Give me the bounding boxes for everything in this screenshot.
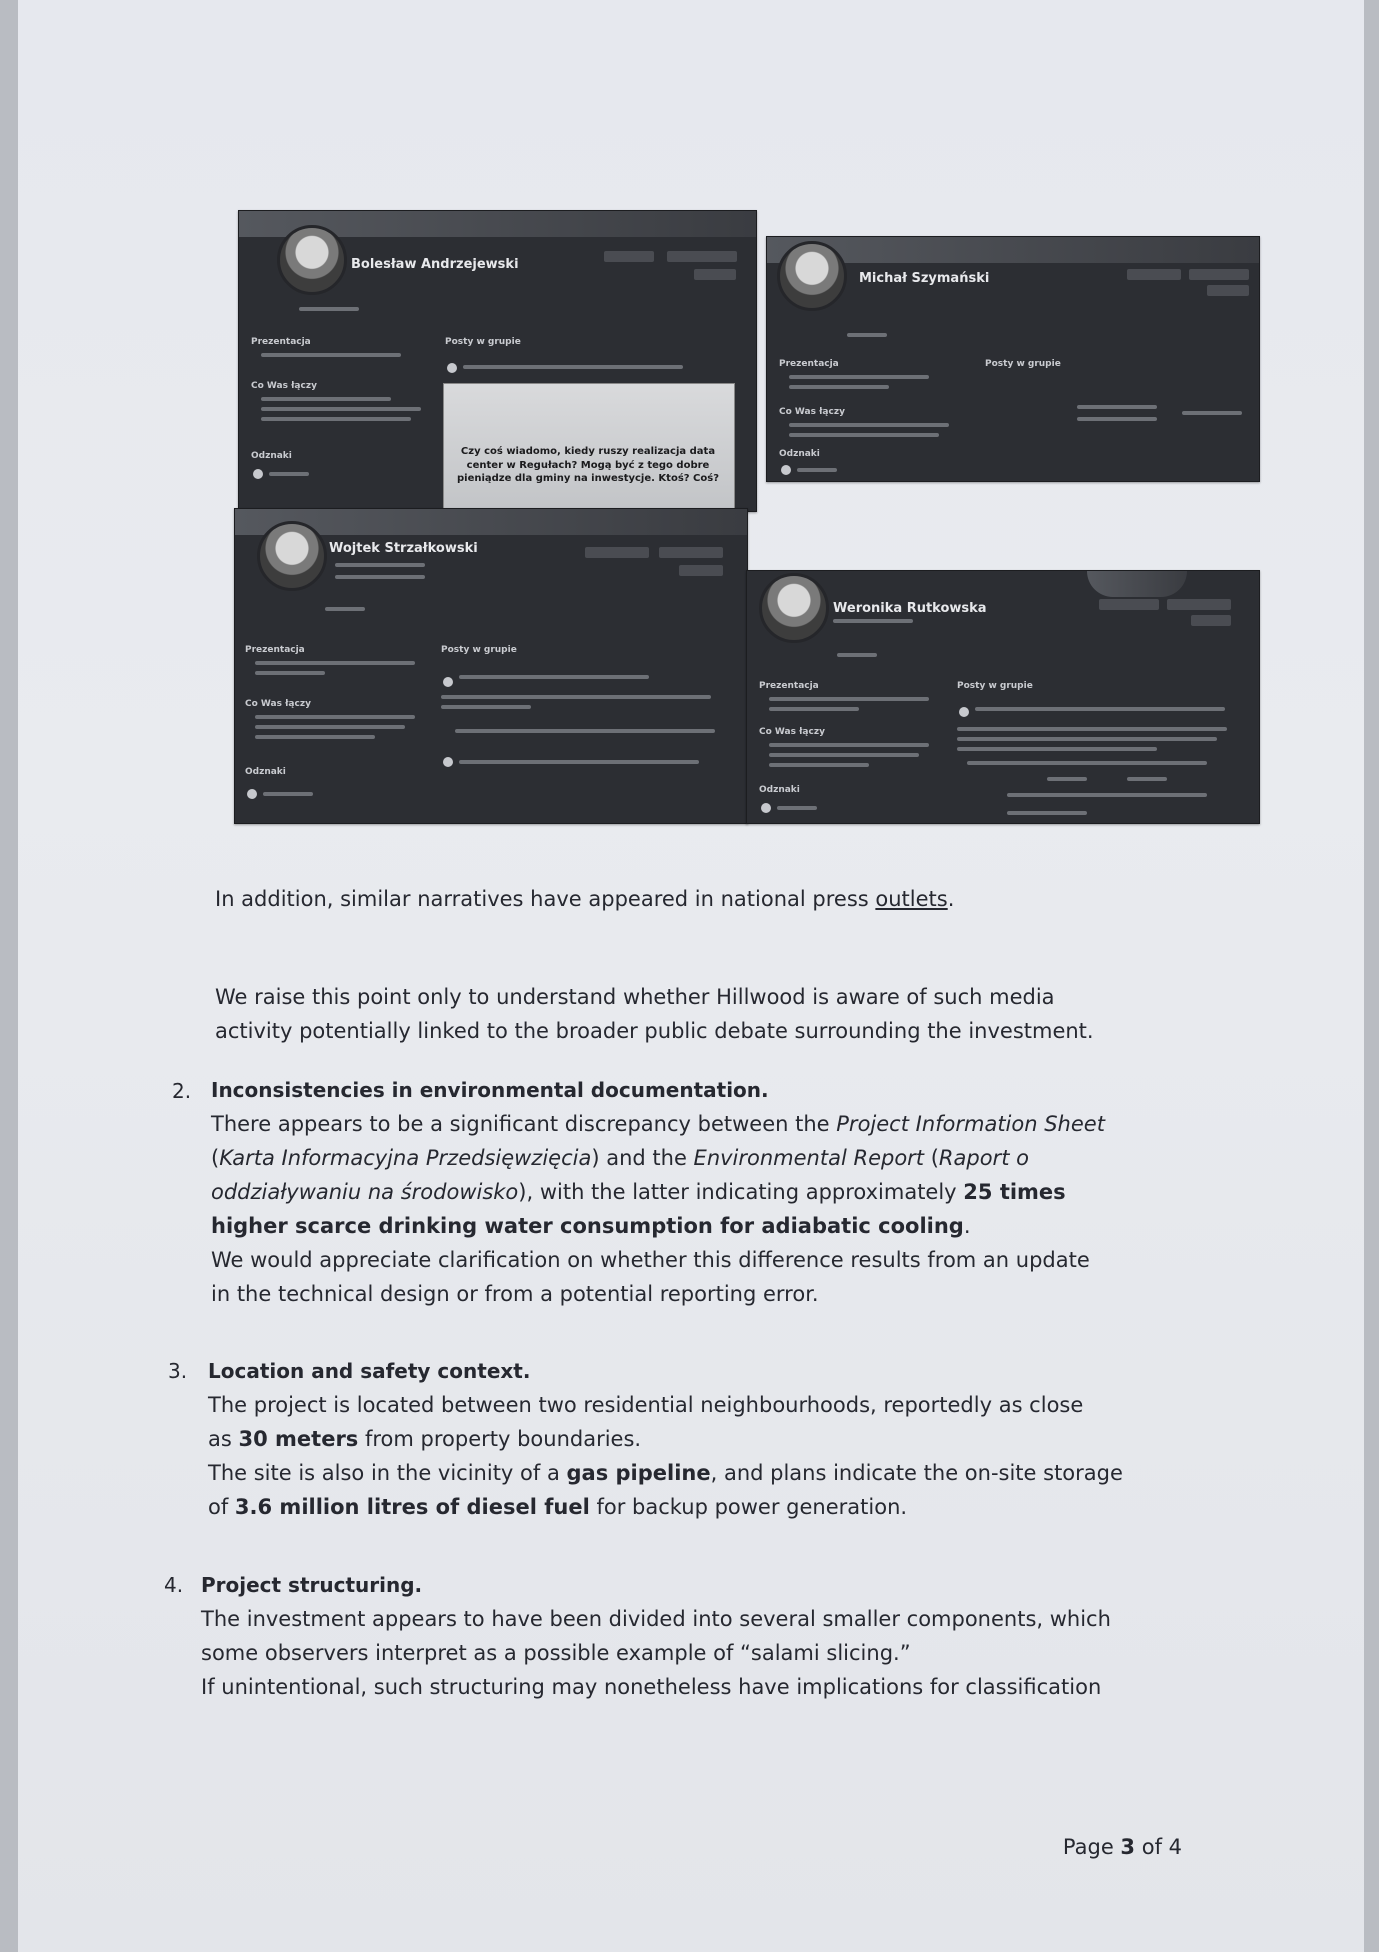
page-number: Page 3 of 4: [1062, 1835, 1182, 1859]
add-friend-button: [1167, 599, 1231, 610]
section-heading: Posty w grupie: [441, 645, 517, 655]
section-heading: Prezentacja: [759, 681, 819, 691]
section-heading: Co Was łączy: [251, 381, 317, 391]
post-text: Czy coś wiadomo, kiedy ruszy realizacja data center w Regułach? Mogą być z tego dobre pieniądze dla gminy na inwestycje. Ktoś? Coś?: [456, 446, 720, 484]
avatar: [257, 521, 327, 591]
item-project-structuring: Project structuring. The investment appears to have been divided into several smaller components, which some observers interpret as a possible example of “salami slicing.” If unintentional, such structuring may nonetheless have implications for classification: [201, 1568, 1111, 1704]
profile-name: Bolesław Andrzejewski: [351, 257, 519, 272]
add-friend-button: [659, 547, 723, 558]
more-button: [679, 565, 723, 576]
message-button: [585, 547, 649, 558]
more-button: [694, 269, 736, 280]
item-environmental-documentation: Inconsistencies in environmental documentation. There appears to be a significant discrepancy between the Project Information Sheet (Karta Informacyjna Przedsięwzięcia) and the Environmental Report (Raport o oddziaływaniu na środowisko), with the latter indicating approximately 25 times higher scarce drinking water consumption for adiabatic cooling. We would appreciate clarification on whether this difference results from an update in the technical design or from a potential reporting error.: [211, 1073, 1105, 1311]
item-location-safety: Location and safety context. The project is located between two residential neighbourhoods, reportedly as close as 30 meters from property boundaries. The site is also in the vicinity of a gas pipeline, and plans indicate the on-site storage of 3.6 million litres of diesel fuel for backup power generation.: [208, 1354, 1123, 1524]
section-heading: Posty w grupie: [445, 337, 521, 347]
avatar: [759, 573, 829, 643]
profile-screenshot-1: [238, 210, 757, 512]
add-friend-button: [667, 251, 737, 262]
message-button: [1127, 269, 1181, 280]
section-heading: Odznaki: [779, 449, 820, 459]
profile-name: Weronika Rutkowska: [833, 601, 987, 616]
profile-screenshot-2: [766, 236, 1260, 482]
section-heading: Odznaki: [251, 451, 292, 461]
avatar: [777, 241, 847, 311]
section-heading: Co Was łączy: [759, 727, 825, 737]
avatar: [277, 225, 347, 295]
section-heading: Odznaki: [245, 767, 286, 777]
item-title: Project structuring.: [201, 1573, 423, 1597]
add-friend-button: [1189, 269, 1249, 280]
paragraph-press-outlets: In addition, similar narratives have appeared in national press outlets.: [215, 887, 955, 911]
profile-screenshot-4: [746, 570, 1260, 824]
item-title: Inconsistencies in environmental documentation.: [211, 1078, 769, 1102]
profile-name: Wojtek Strzałkowski: [329, 541, 478, 556]
paragraph-media-activity: We raise this point only to understand whether Hillwood is aware of such media activity potentially linked to the broader public debate surrounding the investment.: [215, 985, 1094, 1043]
outlets-link[interactable]: outlets: [875, 887, 948, 911]
item-number: 4.: [164, 1573, 184, 1597]
profile-screenshot-3: [234, 508, 748, 824]
profile-screenshots-collage: [238, 210, 1258, 822]
item-number: 3.: [168, 1359, 188, 1383]
section-heading: Posty w grupie: [957, 681, 1033, 691]
section-heading: Prezentacja: [251, 337, 311, 347]
section-heading: Prezentacja: [245, 645, 305, 655]
section-heading: Co Was łączy: [245, 699, 311, 709]
section-heading: Prezentacja: [779, 359, 839, 369]
message-button: [1099, 599, 1159, 610]
section-heading: Posty w grupie: [985, 359, 1061, 369]
profile-name: Michał Szymański: [859, 271, 990, 286]
document-page: [18, 0, 1364, 1952]
message-button: [604, 251, 654, 262]
section-heading: Odznaki: [759, 785, 800, 795]
item-number: 2.: [172, 1079, 192, 1103]
more-button: [1207, 285, 1249, 296]
item-title: Location and safety context.: [208, 1359, 531, 1383]
more-button: [1191, 615, 1231, 626]
section-heading: Co Was łączy: [779, 407, 845, 417]
cover-photo: [1087, 571, 1187, 597]
